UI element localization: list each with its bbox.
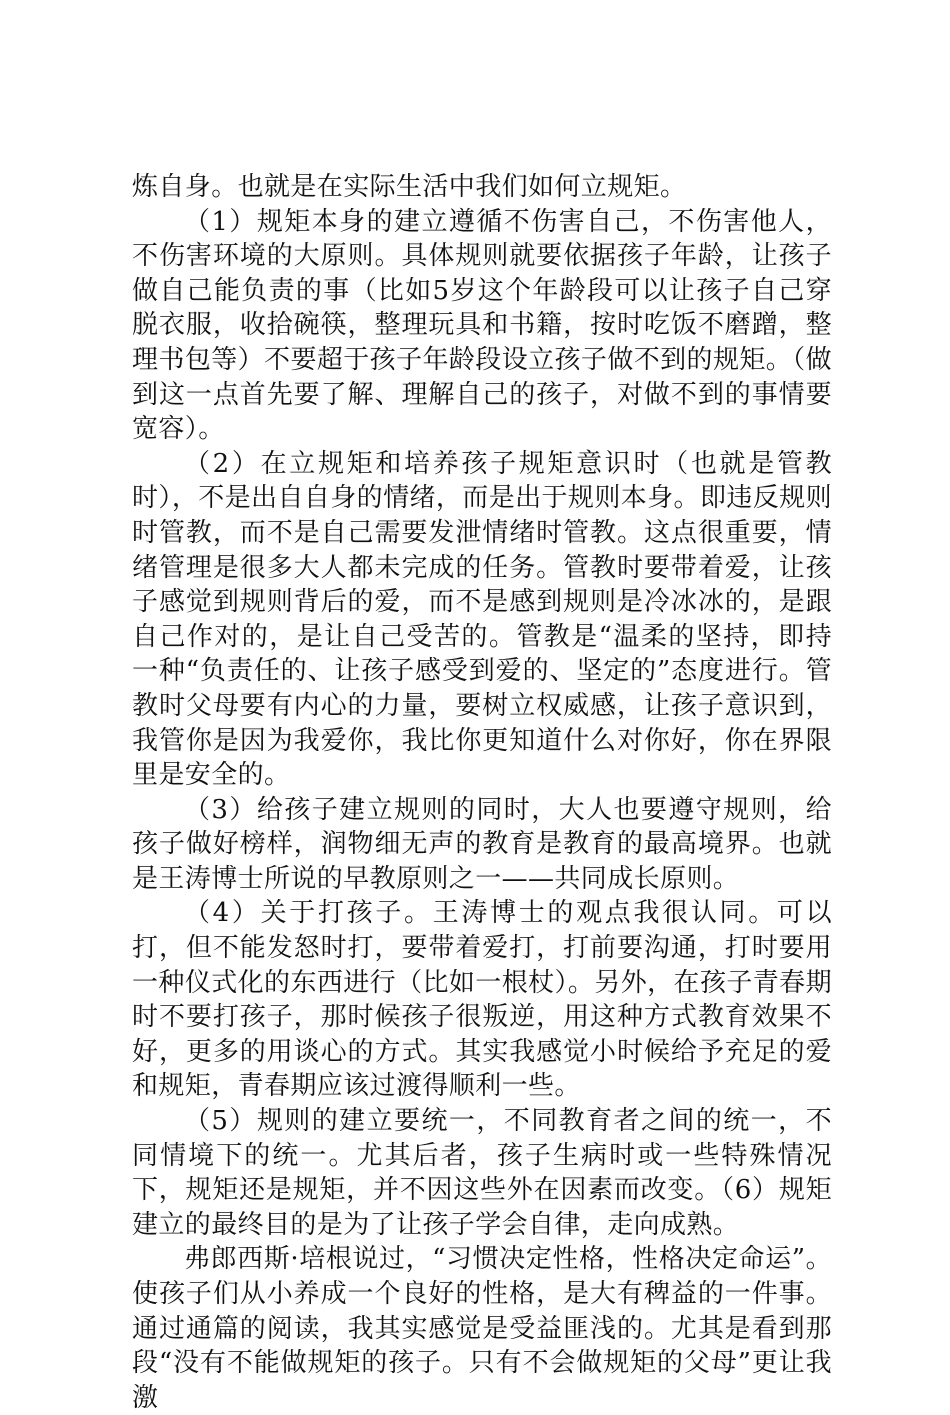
paragraph-rule-3: （3）给孩子建立规则的同时，大人也要遵守规则，给孩子做好榜样，润物细无声的教育是教育的最高境界。也就是王涛博士所说的早教原则之一——共同成长原则。: [132, 794, 832, 894]
paragraph-rule-5-6: （5）规则的建立要统一，不同教育者之间的统一，不同情境下的统一。尤其后者，孩子生病时或一些特殊情况下，规矩还是规矩，并不因这些外在因素而改变。（6）规矩建立的最终目的是为了让孩子学会自律，走向成熟。: [132, 1106, 832, 1240]
paragraph-rule-4: （4）关于打孩子。王涛博士的观点我很认同。可以打，但不能发怒时打，要带着爱打，打前要沟通，打时要用一种仪式化的东西进行（比如一根杖）。另外，在孩子青春期时不要打孩子，那时候孩子很叛逆，用这种方式教育效果不好，更多的用谈心的方式。其实我感觉小时候给予充足的爱和规矩，青春期应该过渡得顺利一些。: [132, 898, 832, 1102]
paragraph-bacon-quote: 弗郎西斯·培根说过，“习惯决定性格，性格决定命运”。使孩子们从小养成一个良好的性格，是大有稗益的一件事。通过通篇的阅读，我其实感觉是受益匪浅的。尤其是看到那段“没有不能做规矩的孩子。只有不会做规矩的父母”更让我激: [132, 1244, 832, 1413]
paragraph-rule-2: （2）在立规矩和培养孩子规矩意识时（也就是管教时），不是出自自身的情绪，而是出于规则本身。即违反规则时管教，而不是自己需要发泄情绪时管教。这点很重要，情绪管理是很多大人都未完成的任务。管教时要带着爱，让孩子感觉到规则背后的爱，而不是感到规则是冷冰冰的，是跟自己作对的，是让自己受苦的。管教是“温柔的坚持，即持一种“负责任的、让孩子感受到爱的、坚定的”态度进行。管教时父母要有内心的力量，要树立权威感，让孩子意识到，我管你是因为我爱你，我比你更知道什么对你好，你在界限里是安全的。: [132, 448, 832, 791]
paragraph-rule-1: （1）规矩本身的建立遵循不伤害自己，不伤害他人，不伤害环境的大原则。具体规则就要依据孩子年龄，让孩子做自己能负责的事（比如5岁这个年龄段可以让孩子自己穿脱衣服，收拾碗筷，整理玩具和书籍，按时吃饭不磨蹭，整理书包等）不要超于孩子年龄段设立孩子做不到的规矩。（做到这一点首先要了解、理解自己的孩子，对做不到的事情要宽容）。: [132, 206, 832, 445]
document-body: [132, 170, 832, 1415]
paragraph-continuation: 炼自身。也就是在实际生活中我们如何立规矩。: [132, 172, 687, 202]
